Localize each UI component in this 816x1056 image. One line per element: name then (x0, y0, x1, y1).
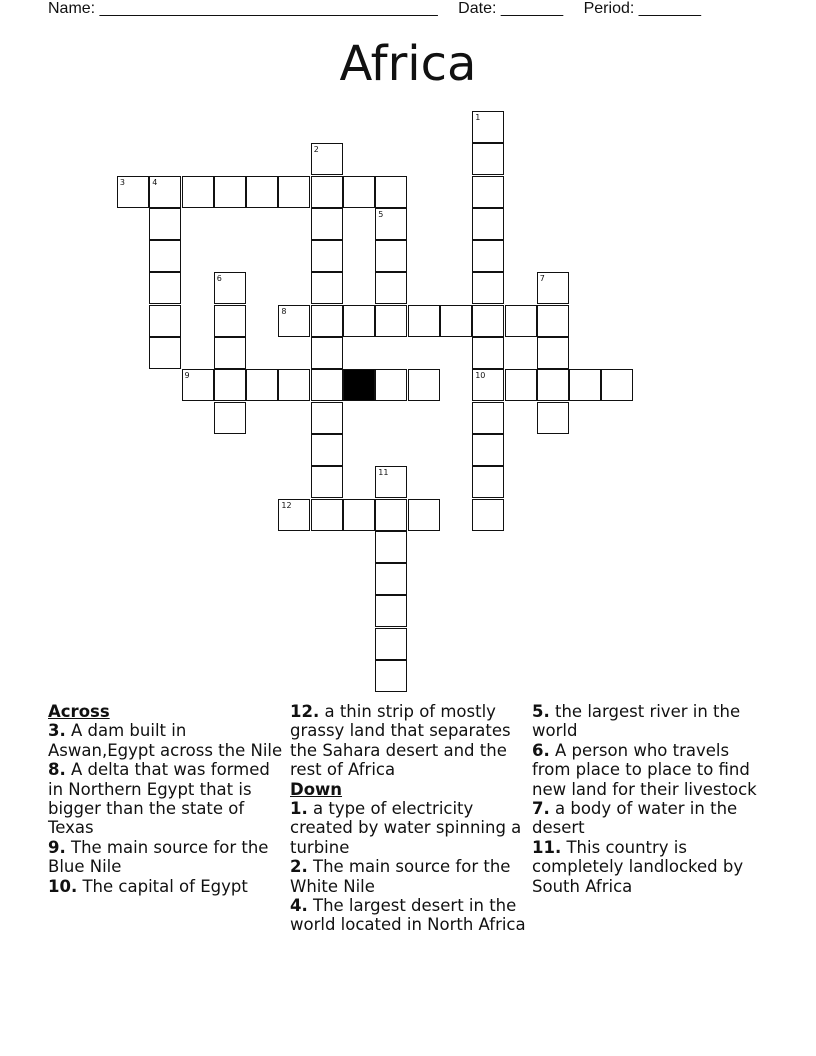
clue-across-9: 9. The main source for the Blue Nile (48, 837, 269, 877)
grid-cell[interactable] (472, 208, 504, 240)
grid-cell[interactable] (246, 176, 278, 208)
grid-cell[interactable] (311, 466, 343, 498)
grid-cell[interactable] (408, 305, 440, 337)
grid-cell[interactable] (472, 272, 504, 304)
grid-cell[interactable] (375, 563, 407, 595)
clue-number: 6 (216, 274, 222, 284)
grid-cell[interactable] (278, 305, 310, 337)
clue-down-11: 11. This country is completely landlocked by South Africa (532, 837, 744, 896)
clue-number: 10 (475, 371, 486, 381)
grid-cell[interactable] (311, 499, 343, 531)
grid-cell[interactable] (311, 337, 343, 369)
grid-cell[interactable] (311, 208, 343, 240)
down-heading: Down (290, 779, 343, 799)
date-field[interactable]: Date: _______ (458, 0, 564, 17)
grid-cell[interactable] (472, 466, 504, 498)
clue-number: 3 (119, 177, 125, 187)
grid-cell[interactable] (375, 305, 407, 337)
grid-cell[interactable] (278, 499, 310, 531)
clue-number: 2 (313, 145, 319, 155)
grid-cell[interactable] (149, 305, 181, 337)
clue-across-3: 3. A dam built in Aswan,Egypt across the Nile (48, 721, 283, 760)
grid-cell[interactable] (149, 240, 181, 272)
grid-cell[interactable] (343, 176, 375, 208)
grid-cell[interactable] (311, 272, 343, 304)
grid-cell[interactable] (375, 499, 407, 531)
grid-cell[interactable] (343, 499, 375, 531)
clue-number: 1 (475, 112, 481, 122)
clue-down-1: 1. a type of electricity created by water spinning a turbine (290, 799, 522, 857)
grid-cell[interactable] (472, 176, 504, 208)
grid-cell[interactable] (278, 176, 310, 208)
clue-number: 5 (378, 209, 384, 219)
grid-cell[interactable] (375, 660, 407, 692)
grid-cell[interactable] (246, 369, 278, 401)
grid-cell[interactable] (278, 369, 310, 401)
black-square (343, 369, 375, 401)
grid-cell[interactable] (472, 337, 504, 369)
clue-number: 12 (281, 500, 292, 510)
clue-number: 7 (539, 274, 545, 284)
grid-cell[interactable] (311, 305, 343, 337)
grid-cell[interactable] (375, 466, 407, 498)
grid-cell[interactable] (311, 434, 343, 466)
clues-column-2 (290, 702, 526, 935)
grid-cell[interactable] (472, 499, 504, 531)
grid-cell[interactable] (311, 240, 343, 272)
grid-cell[interactable] (375, 240, 407, 272)
period-field[interactable]: Period: _______ (583, 0, 702, 17)
grid-cell[interactable] (472, 240, 504, 272)
grid-cell[interactable] (537, 369, 569, 401)
grid-cell[interactable] (117, 176, 149, 208)
grid-cell[interactable] (537, 272, 569, 304)
grid-cell[interactable] (375, 595, 407, 627)
grid-cell[interactable] (311, 369, 343, 401)
grid-cell[interactable] (440, 305, 472, 337)
grid-cell[interactable] (214, 272, 246, 304)
grid-cell[interactable] (182, 176, 214, 208)
grid-cell[interactable] (214, 402, 246, 434)
clue-number: 4 (152, 177, 158, 187)
grid-cell[interactable] (505, 369, 537, 401)
clue-down-6: 6. A person who travels from place to place to find new land for their livestock (532, 740, 757, 799)
grid-cell[interactable] (149, 337, 181, 369)
clue-number: 11 (378, 468, 389, 478)
grid-cell[interactable] (311, 402, 343, 434)
clue-across-12: 12. a thin strip of mostly grassy land that separates the Sahara desert and the rest of Africa (290, 702, 511, 780)
grid-cell[interactable] (537, 402, 569, 434)
grid-cell[interactable] (311, 176, 343, 208)
grid-cell[interactable] (601, 369, 633, 401)
grid-cell[interactable] (408, 369, 440, 401)
clue-down-5: 5. the largest river in the world (532, 702, 741, 741)
grid-cell[interactable] (472, 111, 504, 143)
grid-cell[interactable] (472, 369, 504, 401)
grid-cell[interactable] (537, 305, 569, 337)
across-heading: Across (48, 702, 110, 721)
grid-cell[interactable] (408, 499, 440, 531)
grid-cell[interactable] (569, 369, 601, 401)
grid-cell[interactable] (375, 272, 407, 304)
grid-cell[interactable] (375, 208, 407, 240)
clues-column-3 (532, 702, 768, 896)
grid-cell[interactable] (472, 402, 504, 434)
grid-cell[interactable] (214, 337, 246, 369)
clue-number: 8 (281, 306, 287, 316)
puzzle-title: Africa (339, 36, 477, 92)
grid-cell[interactable] (214, 176, 246, 208)
grid-cell[interactable] (214, 369, 246, 401)
grid-cell[interactable] (149, 272, 181, 304)
grid-cell[interactable] (149, 208, 181, 240)
grid-cell[interactable] (537, 337, 569, 369)
grid-cell[interactable] (311, 143, 343, 175)
grid-cell[interactable] (505, 305, 537, 337)
name-field[interactable]: Name: ______________________________________ (48, 0, 438, 17)
grid-cell[interactable] (472, 143, 504, 175)
grid-cell[interactable] (214, 305, 246, 337)
grid-cell[interactable] (375, 628, 407, 660)
grid-cell[interactable] (472, 434, 504, 466)
grid-cell[interactable] (182, 369, 214, 401)
clue-across-10: 10. The capital of Egypt (48, 876, 248, 896)
grid-cell[interactable] (343, 305, 375, 337)
grid-cell[interactable] (375, 531, 407, 563)
clue-down-2: 2. The main source for the White Nile (290, 857, 511, 896)
clues-column-1 (48, 702, 284, 896)
clue-down-4: 4. The largest desert in the world located in North Africa (290, 896, 526, 935)
grid-cell[interactable] (375, 369, 407, 401)
grid-cell[interactable] (375, 176, 407, 208)
grid-cell[interactable] (149, 176, 181, 208)
clue-down-7: 7. a body of water in the desert (532, 799, 738, 838)
clue-across-8: 8. A delta that was formed in Northern Egypt that is bigger than the state of Texas (48, 760, 270, 838)
grid-cell[interactable] (472, 305, 504, 337)
clue-number: 9 (184, 371, 190, 381)
